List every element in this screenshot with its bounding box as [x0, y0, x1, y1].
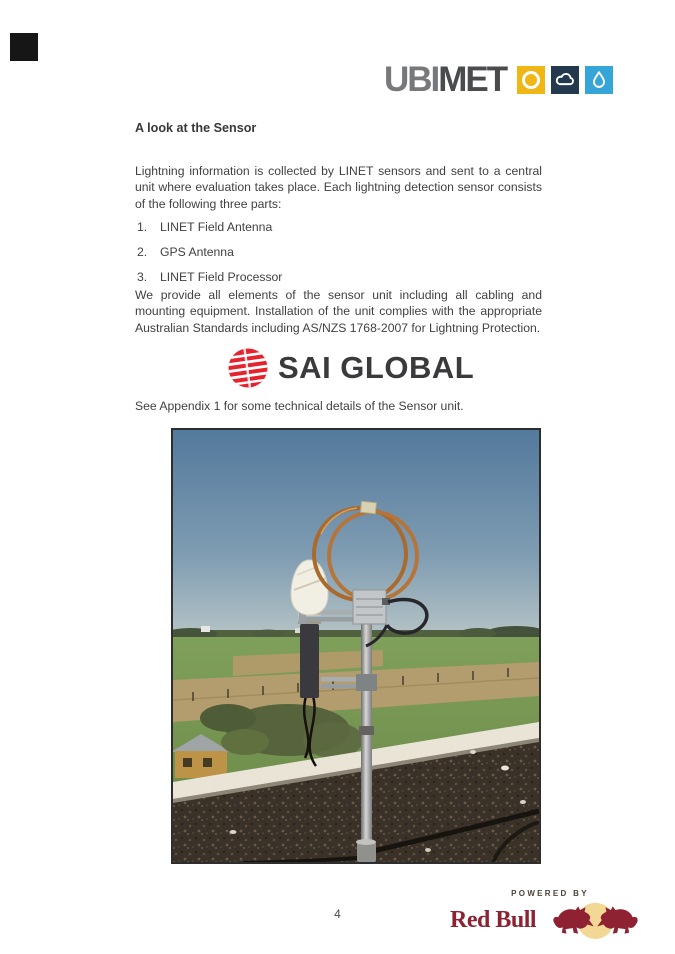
ubimet-icon-row — [517, 66, 613, 94]
powered-by-label: POWERED BY — [511, 889, 589, 898]
appendix-note: See Appendix 1 for some technical details of the Sensor unit. — [135, 399, 464, 413]
ubimet-wordmark-light: UBI — [384, 60, 439, 99]
list-item — [137, 219, 282, 235]
page-number: 4 — [334, 907, 341, 921]
scan-corner-mark — [10, 33, 38, 61]
list-item-number: 1. — [137, 220, 148, 234]
list-item-number: 2. — [137, 245, 148, 259]
cloud-icon — [551, 66, 579, 94]
sai-global-label: SAI GLOBAL — [278, 350, 475, 385]
sai-global-logo — [227, 347, 474, 389]
list-item-label: LINET Field Antenna — [160, 220, 273, 234]
list-item — [137, 269, 282, 285]
sun-icon — [517, 66, 545, 94]
list-item-label: GPS Antenna — [160, 245, 234, 259]
sensor-photo — [171, 428, 541, 864]
list-item — [137, 244, 282, 260]
list-item-label: LINET Field Processor — [160, 270, 283, 284]
paragraph-provide: We provide all elements of the sensor unit including all cabling and mounting equipment. Installation of the unit complies with the appropriate Australian Standards including AS/NZS 1768-2007 for Lightning Protection. — [135, 288, 542, 335]
paragraph-intro: Lightning information is collected by LINET sensors and sent to a central unit where evaluation takes place. Each lightning detection sensor consists of the following three parts: — [135, 164, 542, 211]
sai-global-globe-icon — [227, 347, 269, 389]
redbull-logo-block — [450, 889, 650, 941]
ubimet-wordmark-bold: MET — [438, 60, 507, 99]
section-heading: A look at the Sensor — [135, 121, 257, 135]
sensor-parts-list — [137, 219, 282, 294]
sensor-photo-illustration — [173, 430, 539, 862]
ubimet-wordmark — [384, 62, 506, 97]
redbull-wordmark: Red Bull — [450, 906, 537, 933]
redbull-bulls-icon — [541, 899, 650, 941]
ubimet-logo — [384, 62, 613, 97]
drop-icon — [585, 66, 613, 94]
list-item-number: 3. — [137, 270, 148, 284]
